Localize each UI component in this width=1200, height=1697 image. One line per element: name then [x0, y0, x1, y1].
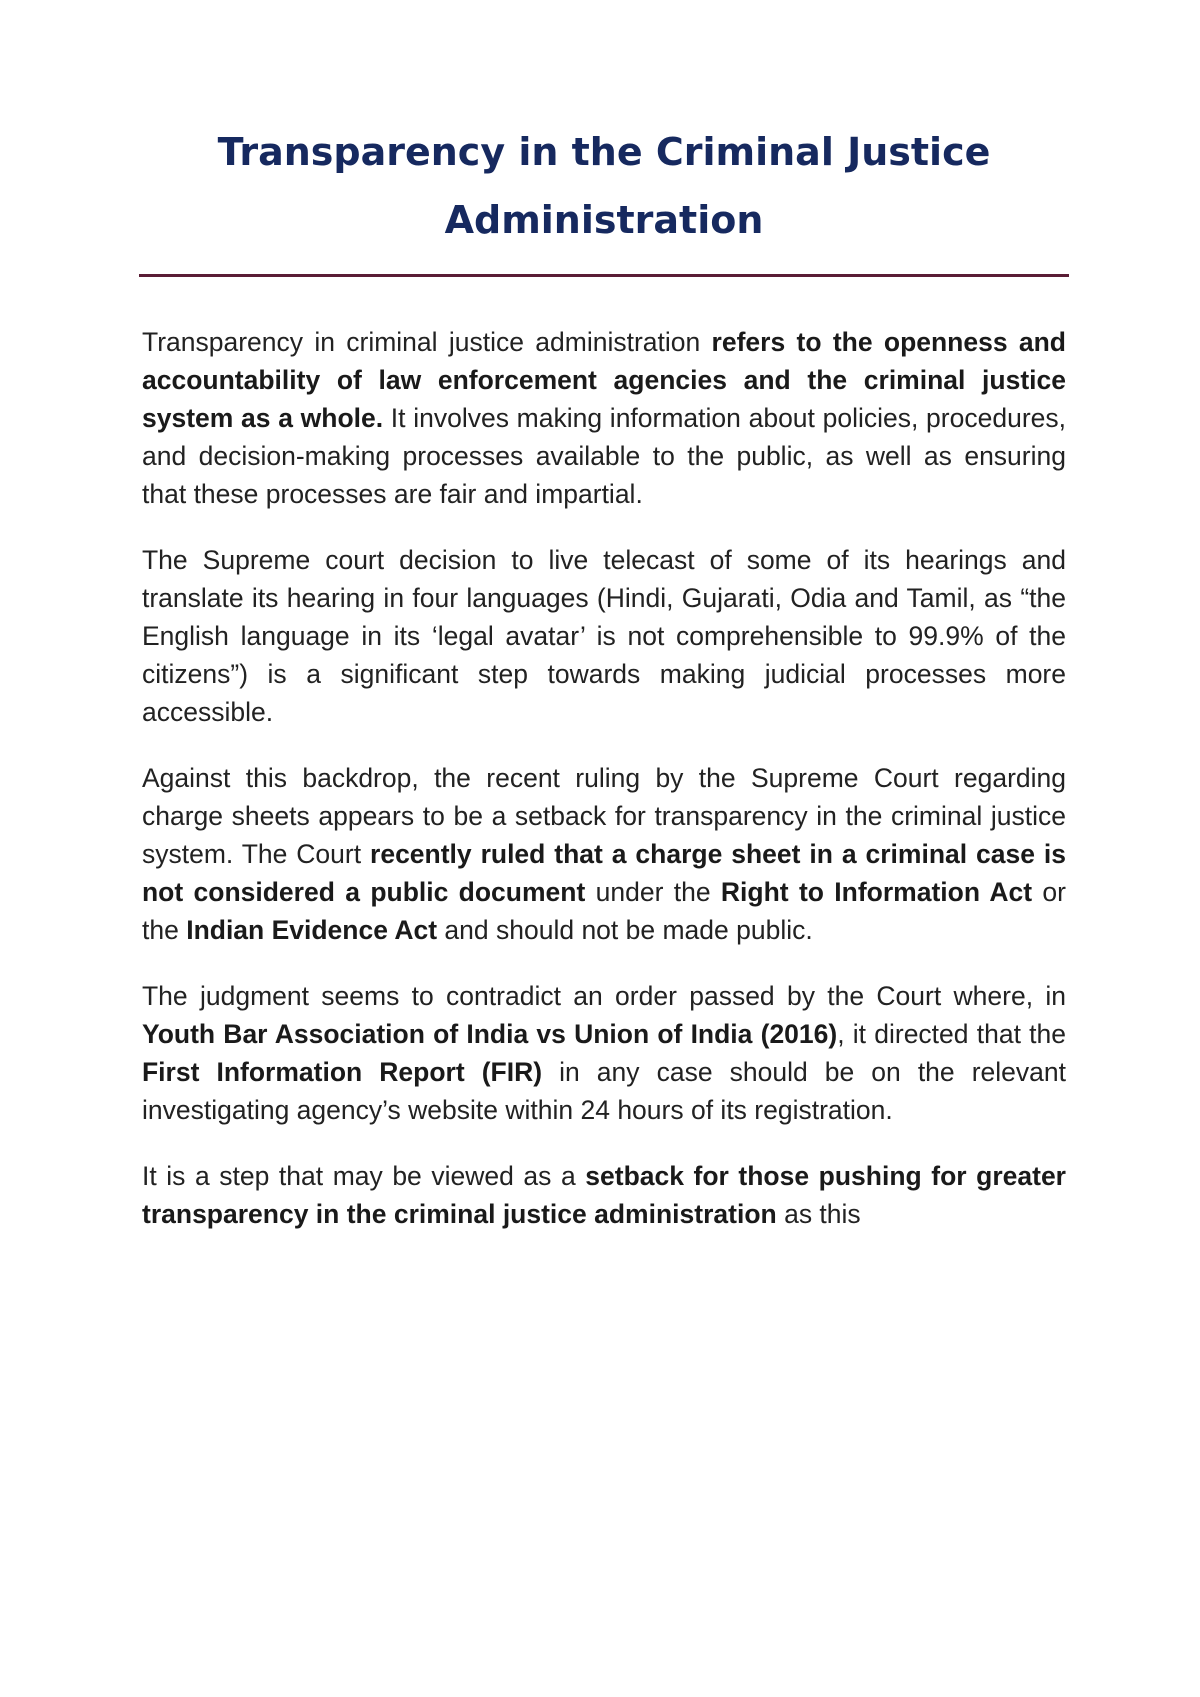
text-segment: It involves making information about policies, procedures, and decision-making processes available to the public, as well as ensuring that these processes are fair and impartial.: [142, 403, 1066, 509]
text-segment: under the: [585, 877, 721, 907]
paragraph-judgment-contradiction: [142, 977, 1066, 1129]
paragraph-definition: [142, 323, 1066, 513]
emphasis-segment: recently ruled that a charge sheet in a criminal case is not considered a public document: [142, 839, 1066, 907]
emphasis-segment: Right to Information Act: [720, 877, 1033, 907]
title-divider: [139, 274, 1069, 277]
emphasis-segment: First Information Report (FIR): [142, 1057, 543, 1087]
emphasis-segment: Youth Bar Association of India vs Union of India (2016): [142, 1019, 838, 1049]
text-segment: or the: [142, 877, 1066, 945]
text-segment: Against this backdrop, the recent ruling by the Supreme Court regarding charge sheets appears to be a setback for transparency in the criminal justice system. The Court: [142, 763, 1066, 869]
document-body: [142, 323, 1066, 1261]
emphasis-segment: Indian Evidence Act: [186, 915, 438, 945]
paragraph-setback: [142, 1157, 1066, 1233]
document-title: Transparency in the Criminal Justice Administration: [217, 130, 991, 242]
text-segment: and should not be made public.: [437, 915, 813, 945]
emphasis-segment: setback for those pushing for greater transparency in the criminal justice administration: [142, 1161, 1066, 1229]
paragraph-supreme-court-telecast: [142, 541, 1066, 731]
text-segment: , it directed that the: [837, 1019, 1066, 1049]
emphasis-segment: refers to the openness and accountability of law enforcement agencies and the criminal justice system as a whole.: [142, 327, 1066, 433]
text-segment: Transparency in criminal justice administration: [142, 327, 712, 357]
paragraph-charge-sheet-ruling: [142, 759, 1066, 949]
text-segment: in any case should be on the relevant investigating agency’s website within 24 hours of its registration.: [142, 1057, 1066, 1125]
text-segment: The judgment seems to contradict an order passed by the Court where, in: [142, 981, 1066, 1011]
text-segment: The Supreme court decision to live telecast of some of its hearings and translate its hearing in four languages (Hindi, Gujarati, Odia and Tamil, as “the English language in its ‘legal avatar’ is not comprehensible to 99.9% of the citizens”) is a significant step towards making judicial processes more accessible.: [142, 545, 1066, 727]
text-segment: as this: [776, 1199, 861, 1229]
text-segment: It is a step that may be viewed as a: [142, 1161, 586, 1191]
